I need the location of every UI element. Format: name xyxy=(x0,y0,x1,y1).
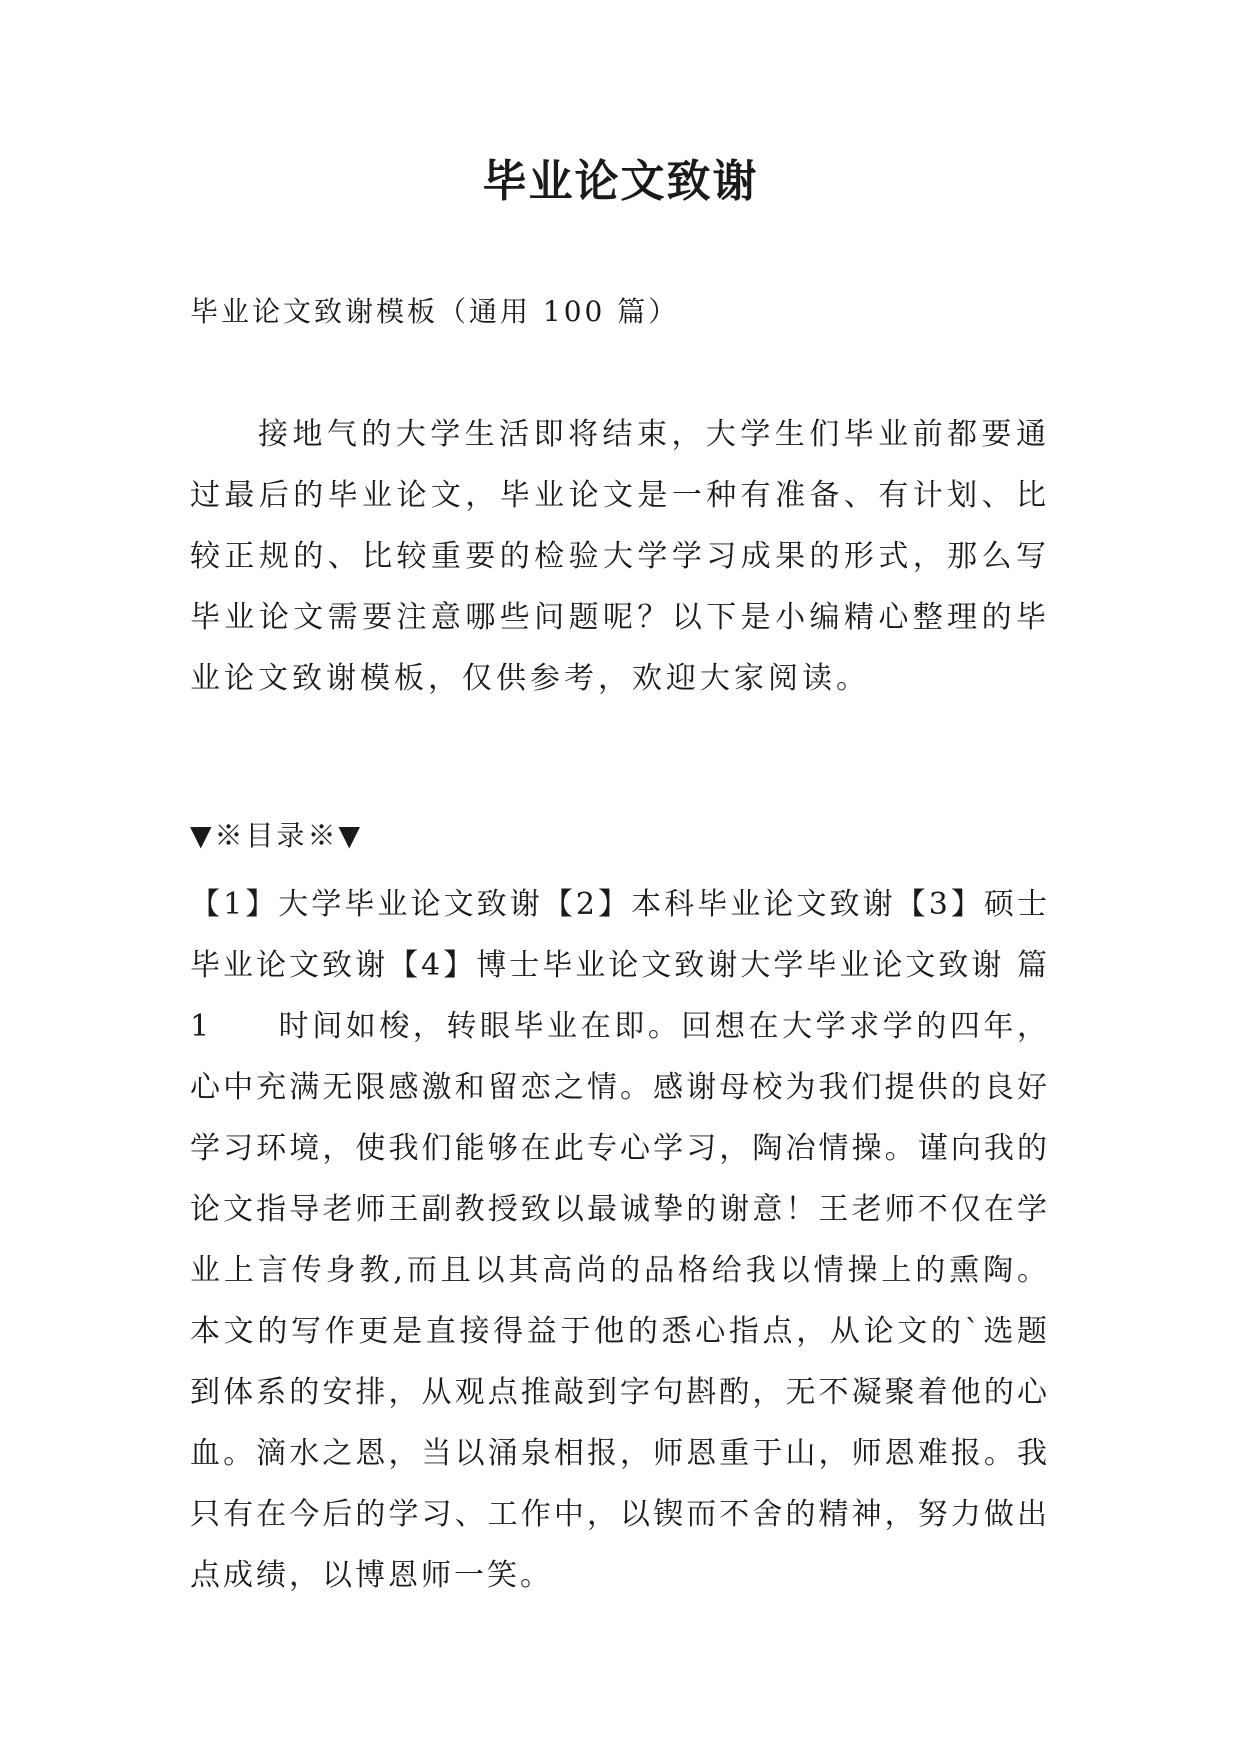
toc-line: 【1】大学毕业论文致谢【2】本科毕业论文致谢【3】硕士毕业论文致谢【4】博士毕业论文致谢 xyxy=(190,887,1050,983)
section-body: 时间如梭，转眼毕业在即。回想在大学求学的四年，心中充满无限感激和留恋之情。感谢母校为我们提供的良好学习环境，使我们能够在此专心学习，陶冶情操。谨向我的论文指导老师王副教授致以最诚挚的谢意！王老师不仅在学业上言传身教,而且以其高尚的品格给我以情操上的熏陶。本文的写作更是直接得益于他的悉心指点，从论文的`选题到体系的安排，从观点推敲到字句斟酌，无不凝聚着他的心血。滴水之恩，当以涌泉相报，师恩重于山，师恩难报。我只有在今后的学习、工作中，以锲而不舍的精神，努力做出点成绩，以博恩师一笑。 xyxy=(190,1009,1050,1593)
toc-and-body-paragraph xyxy=(190,874,1050,1606)
intro-paragraph: 接地气的大学生活即将结束，大学生们毕业前都要通过最后的毕业论文，毕业论文是一种有准备、有计划、比较正规的、比较重要的检验大学学习成果的形式，那么写毕业论文需要注意哪些问题呢？以下是小编精心整理的毕业论文致谢模板，仅供参考，欢迎大家阅读。 xyxy=(190,417,1050,696)
document-subtitle: 毕业论文致谢模板（通用 100 篇） xyxy=(190,295,680,328)
toc-heading: ▼※目录※▼ xyxy=(190,819,364,852)
section-title: 大学毕业论文致谢 篇 1 xyxy=(190,948,1050,1044)
document-title: 毕业论文致谢 xyxy=(482,156,759,207)
